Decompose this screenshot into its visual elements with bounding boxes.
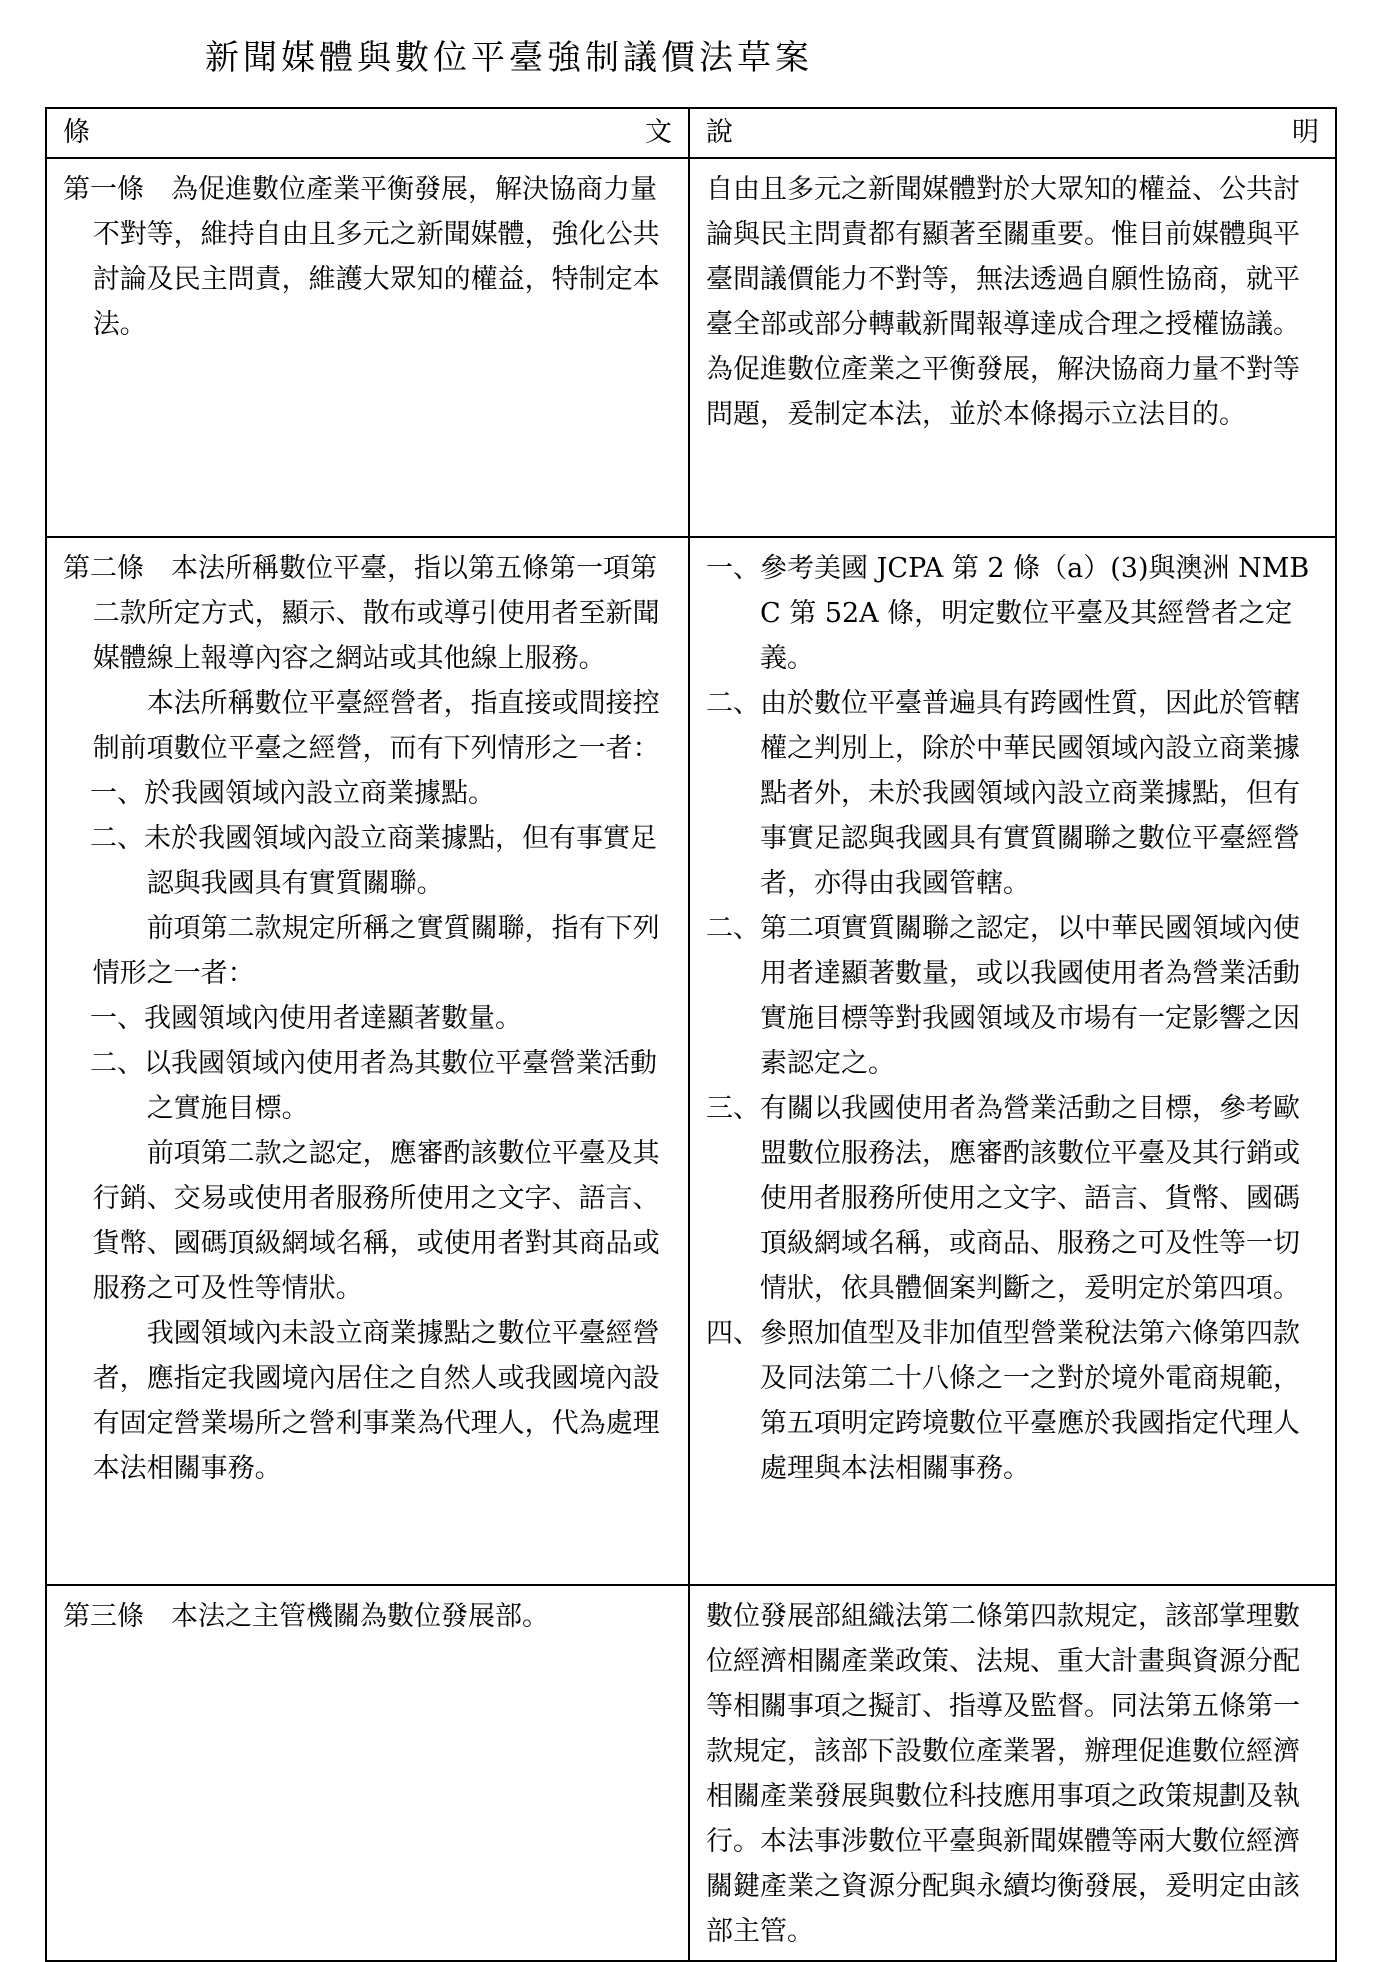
header-explanation [689,108,1336,158]
article-2-number: 第二條 [63,553,144,584]
article-2-p3-item-2: 二、以我國領域內使用者為其數位平臺營業活動之實施目標。 [90,1048,657,1124]
article-2-p3-item-1: 一、我國領域內使用者達顯著數量。 [90,1003,522,1034]
table-row [46,158,1336,537]
article-2-p2-item-2: 二、未於我國領域內設立商業據點，但有事實足認與我國具有實質關聯。 [90,823,657,899]
article-2-text-block [63,546,672,681]
article-2-paragraph-3: 前項第二款規定所稱之實質關聯，指有下列情形之一者： [92,913,660,989]
table-row [46,537,1336,1585]
article-1-number: 第一條 [63,174,144,205]
table-header-row [46,108,1336,158]
law-comparison-table [45,107,1337,1962]
article-2-explanation-3: 二、第二項實質關聯之認定，以中華民國領域內使用者達顯著數量，或以我國使用者為營業活動實施目標等對我國領域及市場有一定影響之因素認定之。 [706,913,1300,1079]
document-title: 新聞媒體與數位平臺強制議價法草案 [205,38,813,78]
article-1-explanation-cell [689,158,1336,537]
header-article-char-2: 文 [645,117,672,148]
header-article-text [46,108,689,158]
article-2-explanation-1: 一、參考美國 JCPA 第 2 條（a）(3)與澳洲 NMBC 第 52A 條，明定數位平臺及其經營者之定義。 [706,553,1310,674]
article-2-explanation-cell [689,537,1336,1585]
article-2-explanation-4: 三、有關以我國使用者為營業活動之目標，參考歐盟數位服務法，應審酌該數位平臺及其行銷或使用者服務所使用之文字、語言、貨幣、國碼頂級網域名稱，或商品、服務之可及性等一切情狀，依具體個案判斷之，爰明定於第四項。 [706,1093,1300,1304]
article-3-text-block [63,1594,672,1639]
header-article-char-1: 條 [63,117,90,148]
article-1-explanation: 自由且多元之新聞媒體對於大眾知的權益、公共討論與民主問責都有顯著至關重要。惟目前媒體與平臺間議價能力不對等，無法透過自願性協商，就平臺全部或部分轉載新聞報導達成合理之授權協議。為促進數位產業之平衡發展，解決協商力量不對等問題，爰制定本法，並於本條揭示立法目的。 [706,174,1300,430]
table-row [46,1585,1336,1961]
article-2-explanation-5: 四、參照加值型及非加值型營業稅法第六條第四款及同法第二十八條之一之對於境外電商規範，第五項明定跨境數位平臺應於我國指定代理人處理與本法相關事務。 [706,1318,1300,1484]
article-2-paragraph-4: 前項第二款之認定，應審酌該數位平臺及其行銷、交易或使用者服務所使用之文字、語言、貨幣、國碼頂級網域名稱，或使用者對其商品或服務之可及性等情狀。 [92,1138,660,1304]
article-1-text-block [63,167,672,347]
article-1-text: 為促進數位產業平衡發展，解決協商力量不對等，維持自由且多元之新聞媒體，強化公共討論及民主問責，維護大眾知的權益，特制定本法。 [92,174,660,340]
article-3-cell [46,1585,689,1961]
article-2-text: 本法所稱數位平臺，指以第五條第一項第二款所定方式，顯示、散布或導引使用者至新聞媒體線上報導內容之網站或其他線上服務。 [92,553,660,674]
article-1-cell [46,158,689,537]
article-2-p2-item-1: 一、於我國領域內設立商業據點。 [90,778,495,809]
article-3-number: 第三條 [63,1601,144,1632]
article-3-explanation-cell [689,1585,1336,1961]
header-explanation-char-2: 明 [1292,117,1319,148]
article-2-paragraph-5: 我國領域內未設立商業據點之數位平臺經營者，應指定我國境內居住之自然人或我國境內設有固定營業場所之營利事業為代理人，代為處理本法相關事務。 [92,1318,660,1484]
header-explanation-char-1: 說 [706,117,733,148]
article-2-paragraph-2: 本法所稱數位平臺經營者，指直接或間接控制前項數位平臺之經營，而有下列情形之一者： [92,688,660,764]
article-2-cell [46,537,689,1585]
article-3-explanation: 數位發展部組織法第二條第四款規定，該部掌理數位經濟相關產業政策、法規、重大計畫與資源分配等相關事項之擬訂、指導及監督。同法第五條第一款規定，該部下設數位產業署，辦理促進數位經濟相關產業發展與數位科技應用事項之政策規劃及執行。本法事涉數位平臺與新聞媒體等兩大數位經濟關鍵產業之資源分配與永續均衡發展，爰明定由該部主管。 [706,1601,1300,1947]
article-3-text: 本法之主管機關為數位發展部。 [171,1601,549,1632]
article-2-explanation-2: 二、由於數位平臺普遍具有跨國性質，因此於管轄權之判別上，除於中華民國領域內設立商業據點者外，未於我國領域內設立商業據點，但有事實足認與我國具有實質關聯之數位平臺經營者，亦得由我國管轄。 [706,688,1300,899]
